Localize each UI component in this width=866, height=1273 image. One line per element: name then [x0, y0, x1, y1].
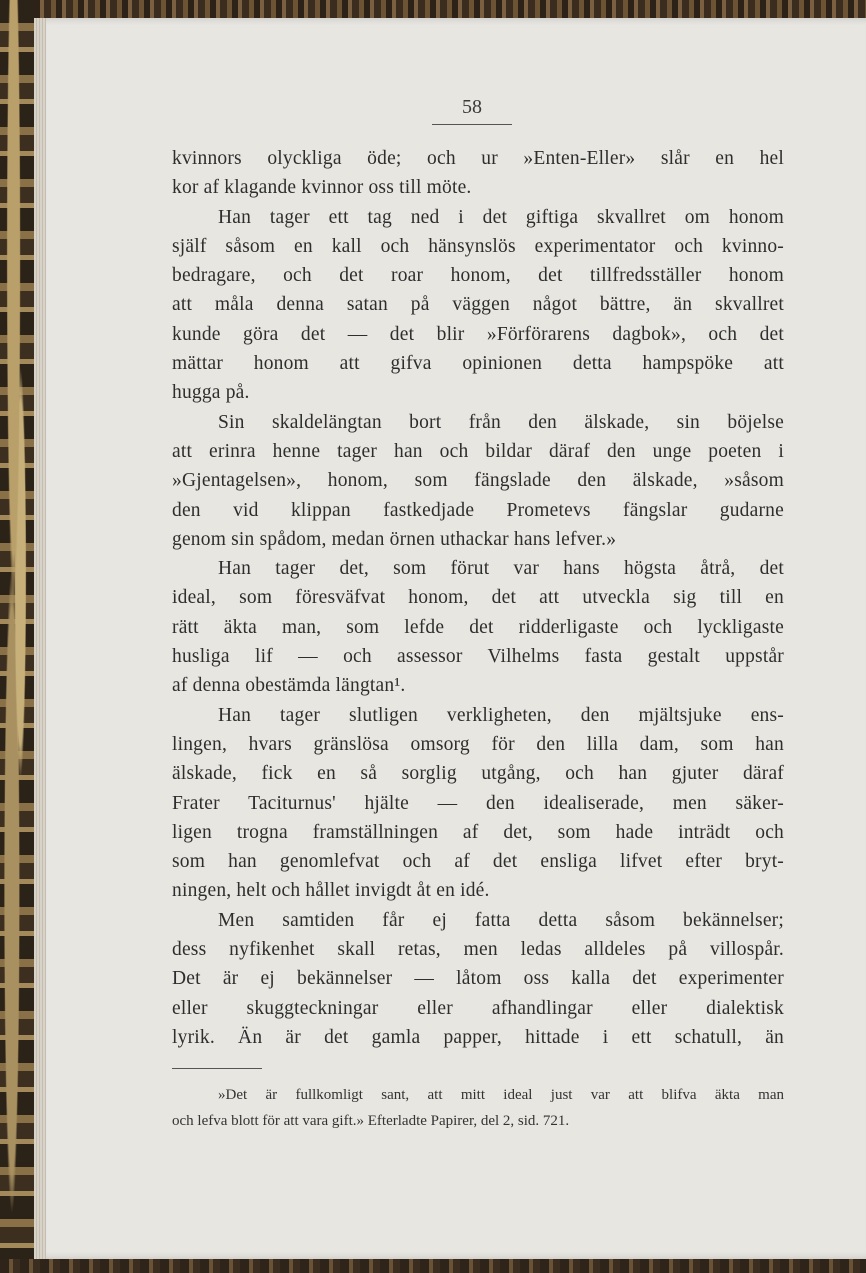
footnote: [172, 1082, 784, 1134]
page-edge: [34, 18, 46, 1259]
text-line: Sin skaldelängtan bort från den älskade, sin böjelse: [218, 411, 784, 433]
text-line: »Gjentagelsen», honom, som fängslade den älskade, »såsom: [172, 470, 784, 492]
text-line: genom sin spådom, medan örnen uthackar hans lefver.»: [172, 528, 617, 550]
book-binding-top: [0, 0, 866, 18]
text-line: Frater Taciturnus' hjälte — den idealiserade, men säker-: [172, 792, 784, 814]
text-line: hugga på.: [172, 382, 250, 404]
text-line: ligen trogna framställningen af det, som hade inträdt och: [172, 821, 784, 843]
text-line: mättar honom att gifva opinionen detta hampspöke att: [172, 353, 784, 375]
footnote-line: och lefva blott för att vara gift.» Efterladte Papirer, del 2, sid. 721.: [172, 1113, 570, 1129]
footnote-line: »Det är fullkomligt sant, att mitt ideal just var att blifva äkta man: [218, 1087, 784, 1103]
text-line: den vid klippan fastkedjade Prometevs fängslar gudarne: [172, 499, 784, 521]
text-line: älskade, fick en så sorglig utgång, och han gjuter däraf: [172, 763, 784, 785]
page-number: 58: [462, 96, 482, 118]
text-line: ideal, som föresväfvat honom, det att utveckla sig till en: [172, 587, 784, 609]
text-line: lyrik. Än är det gamla papper, hittade i ett schatull, än: [172, 1026, 784, 1048]
footnote-rule: [172, 1068, 262, 1069]
text-line: som han genomlefvat och af det ensliga lifvet efter bryt-: [172, 851, 784, 873]
text-line: Det är ej bekännelser — låtom oss kalla det experimenter: [172, 968, 784, 990]
body-text: [172, 144, 784, 1052]
text-line: af denna obestämda längtan¹.: [172, 675, 406, 697]
text-line: bedragare, och det roar honom, det tillfredsställer honom: [172, 265, 784, 287]
text-line: eller skuggteckningar eller afhandlingar eller dialektisk: [172, 997, 784, 1019]
text-line: att måla denna satan på väggen något bättre, än skvallret: [172, 294, 784, 316]
text-line: dess nyfikenhet skall retas, men ledas alldeles på villospår.: [172, 939, 784, 961]
text-line: kor af klagande kvinnor oss till möte.: [172, 177, 472, 199]
book-binding-spine: [0, 0, 34, 1273]
text-line: ningen, helt och hållet invigdt åt en idé.: [172, 880, 490, 902]
page-number-rule: [432, 124, 512, 125]
book-binding-bottom: [0, 1259, 866, 1273]
text-line: kunde göra det — det blir »Förförarens dagbok», och det: [172, 323, 784, 345]
text-line: Han tager slutligen verkligheten, den mjältsjuke ens-: [218, 704, 784, 726]
text-line: kvinnors olyckliga öde; och ur »Enten-Eller» slår en hel: [172, 148, 784, 169]
text-line: Han tager ett tag ned i det giftiga skvallret om honom: [218, 206, 784, 228]
text-line: Men samtiden får ej fatta detta såsom bekännelser;: [218, 909, 784, 931]
text-line: lingen, hvars gränslösa omsorg för den lilla dam, som han: [172, 733, 784, 755]
text-line: husliga lif — och assessor Vilhelms fasta gestalt uppstår: [172, 646, 784, 668]
text-line: att erinra henne tager han och bildar däraf den unge poeten i: [172, 440, 784, 462]
text-line: Han tager det, som förut var hans högsta åtrå, det: [218, 558, 784, 580]
text-line: själf såsom en kall och hänsynslös experimentator och kvinno-: [172, 235, 784, 257]
text-line: rätt äkta man, som lefde det ridderligaste och lyckligaste: [172, 616, 784, 638]
